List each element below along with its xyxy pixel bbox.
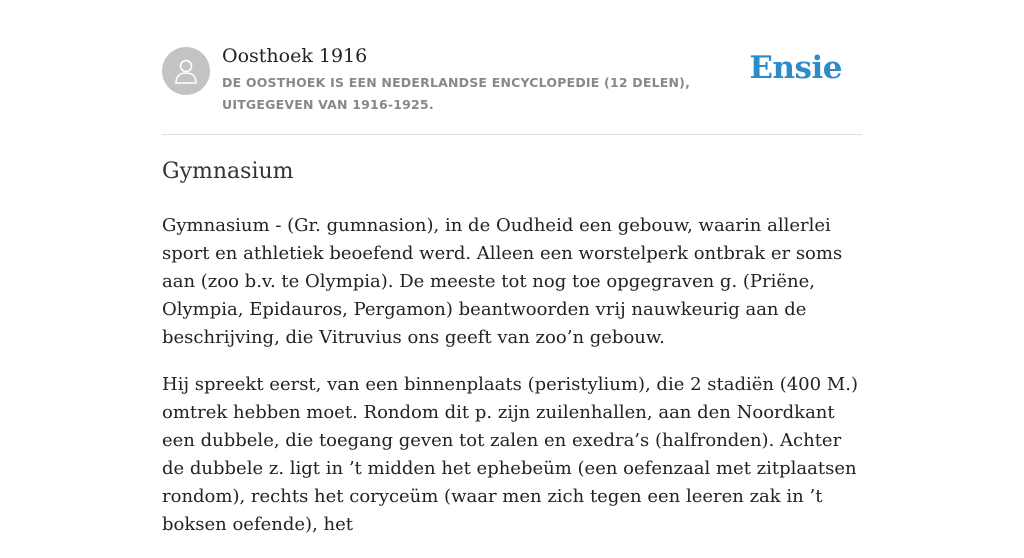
brand-logo[interactable]: Ensie bbox=[749, 50, 842, 86]
entry-paragraph: Gymnasium - (Gr. gumnasion), in de Oudheid een gebouw, waarin allerlei sport en athletiek beoefend werd. Alleen een worstelperk ontbrak er soms aan (zoo b.v. te Olympia). De meeste tot nog toe opgegraven g. (Priëne, Olympia, Epidauros, Pergamon) beantwoorden vrij nauwkeurig aan de beschrijving, die Vitruvius ons geeft van zoo’n gebouw. bbox=[162, 215, 843, 348]
source-title[interactable]: Oosthoek 1916 bbox=[222, 45, 368, 67]
page-content bbox=[162, 0, 862, 535]
entry-title: Gymnasium bbox=[162, 159, 294, 184]
source-description: DE OOSTHOEK IS EEN NEDERLANDSE ENCYCLOPEDIE (12 DELEN), UITGEGEVEN VAN 1916-1925. bbox=[222, 75, 691, 112]
entry-paragraph: Hij spreekt eerst, van een binnenplaats (peristylium), die 2 stadiën (400 M.) omtrek hebben moet. Rondom dit p. zijn zuilenhallen, aan den Noordkant een dubbele, die toegang geven tot zalen en exedra’s (halfronden). Achter de dubbele z. ligt in ’t midden het ephebeüm (een oefenzaal met zitplaatsen rondom), rechts het coryceüm (waar men zich tegen een leeren zak in ’t boksen oefende), het bbox=[162, 374, 858, 535]
source-header bbox=[162, 0, 862, 135]
user-icon bbox=[173, 57, 199, 85]
entry-body bbox=[162, 212, 867, 558]
avatar[interactable] bbox=[162, 47, 210, 95]
